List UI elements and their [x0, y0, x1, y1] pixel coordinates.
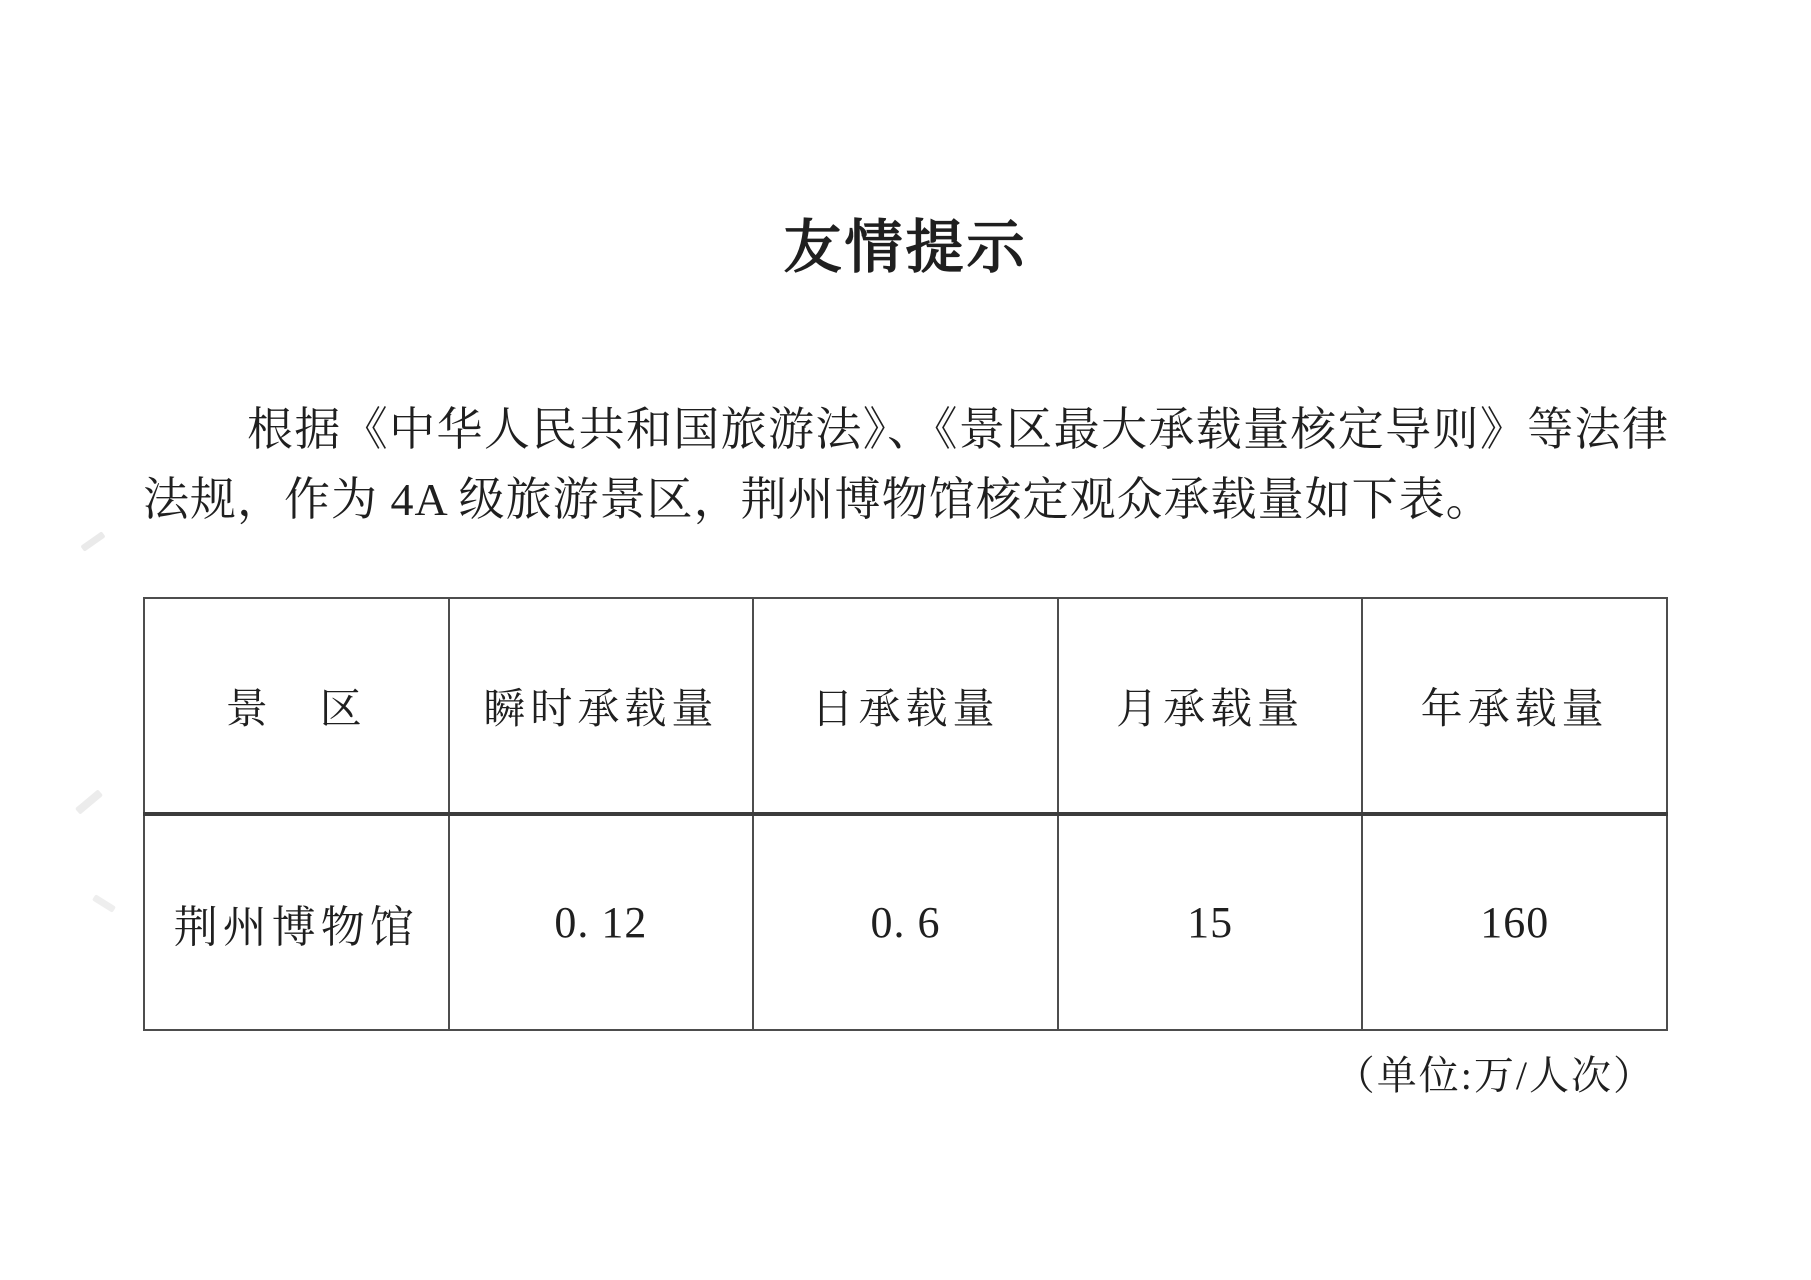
header-scenic-area: 景 区: [144, 598, 449, 814]
cell-instant-capacity: 0. 12: [449, 814, 754, 1030]
header-daily-capacity: 日承载量: [753, 598, 1058, 814]
header-yearly-capacity: 年承载量: [1362, 598, 1667, 814]
cell-yearly-capacity: 160: [1362, 814, 1667, 1030]
scan-artifact: [75, 789, 103, 814]
body-paragraph: [143, 395, 1668, 535]
paragraph-line: 根据《中华人民共和国旅游法》、《景区最大承载量核定导则》等法律: [247, 404, 1668, 455]
scan-artifact: [80, 531, 105, 552]
header-monthly-capacity: 月承载量: [1058, 598, 1363, 814]
paragraph-line: 法规，作为 4A 级旅游景区，荆州博物馆核定观众承载量如下表。: [143, 474, 1493, 525]
table-row: [144, 814, 1667, 1030]
unit-note: （单位:万/人次）: [1334, 1053, 1655, 1098]
cell-daily-capacity: 0. 6: [753, 814, 1058, 1030]
table-header-row: [144, 598, 1667, 814]
capacity-table: [143, 597, 1668, 1031]
cell-monthly-capacity: 15: [1058, 814, 1363, 1030]
scan-artifact: [92, 894, 116, 913]
cell-scenic-area: 荆州博物馆: [144, 814, 449, 1030]
page-title: 友情提示: [783, 215, 1028, 280]
header-instant-capacity: 瞬时承载量: [449, 598, 754, 814]
